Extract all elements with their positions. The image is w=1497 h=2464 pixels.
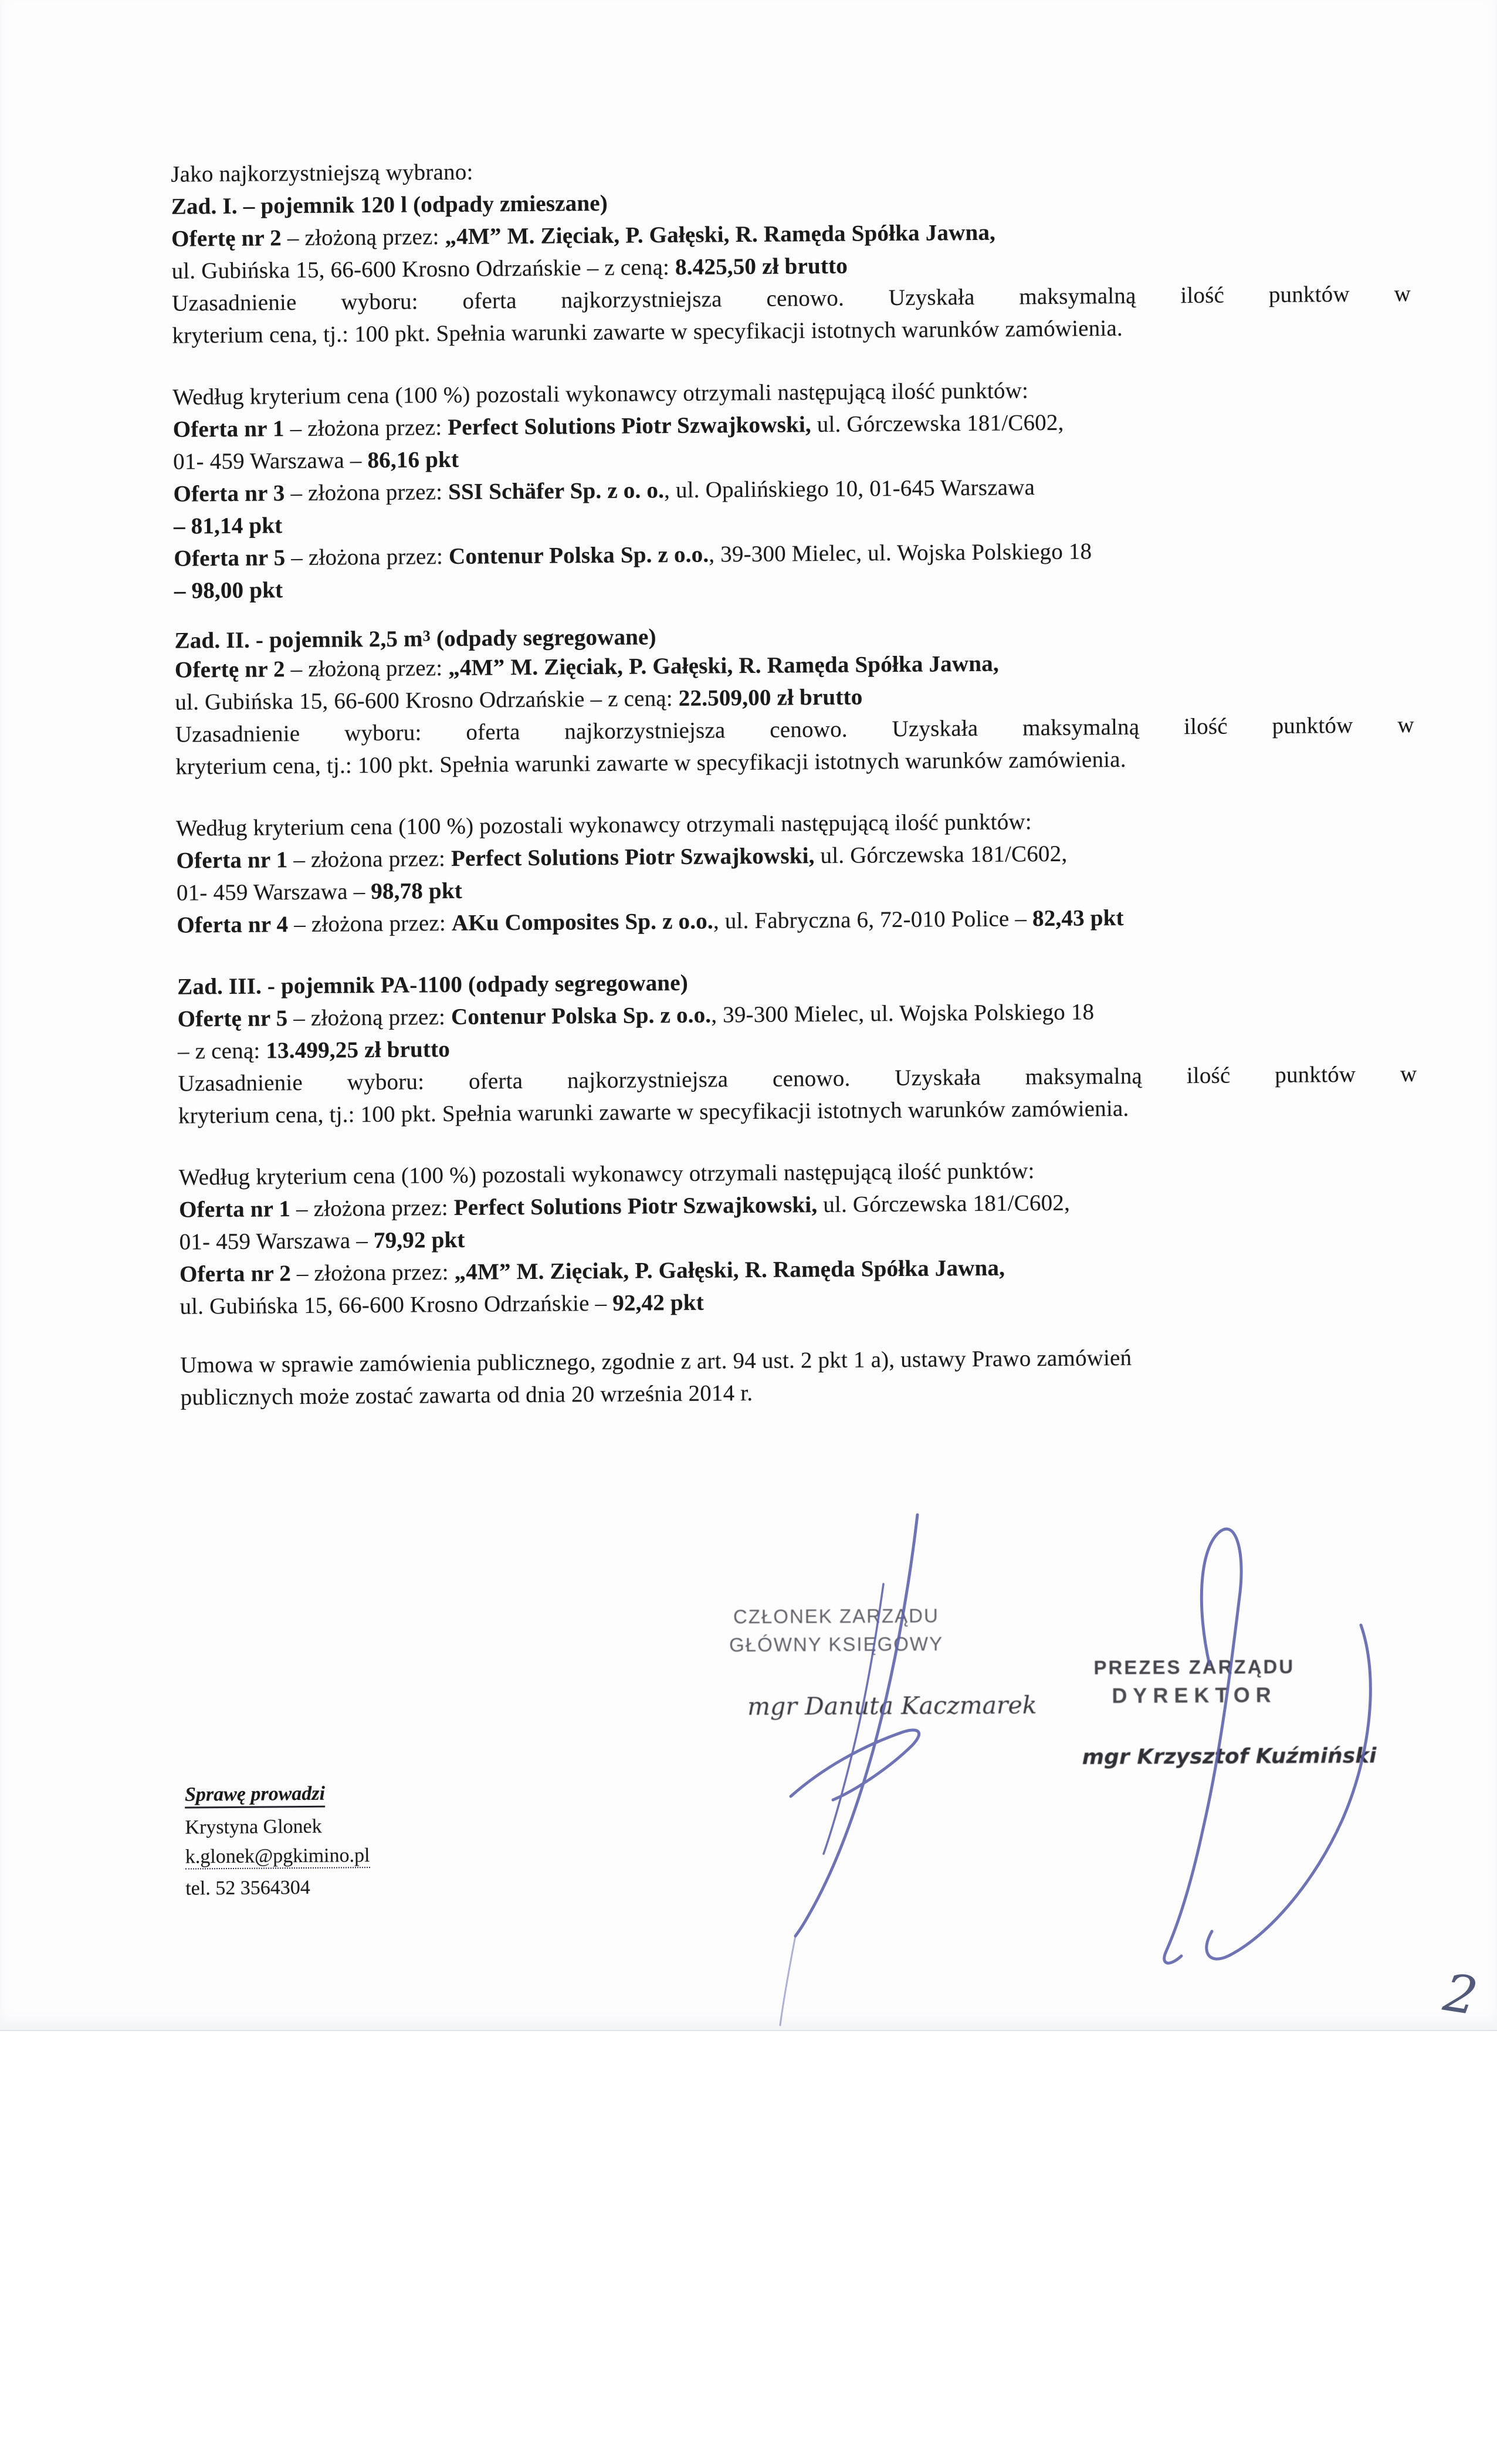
zad3-title-text: Zad. III. - pojemnik PA-1100 (odpady segregowane) bbox=[177, 970, 689, 1000]
zad1-company: „4M” M. Zięciak, P. Gałęski, R. Ramęda Spółka Jawna, bbox=[445, 219, 996, 250]
offer-address2: 01- 459 Warszawa – bbox=[172, 448, 368, 475]
zad2-address: ul. Gubińska 15, 66-600 Krosno Odrzańskie – z ceną: bbox=[175, 685, 679, 715]
justification-text: Uzasadnienie wyboru: oferta najkorzystniejsza cenowo. Uzyskała maksymalną ilość punktów w bbox=[175, 712, 1414, 747]
closing-text: publicznych może zostać zawarta od dnia 20 września 2014 r. bbox=[180, 1380, 753, 1410]
zad2-price: 22.509,00 zł brutto bbox=[678, 684, 863, 711]
offer-address: , 39-300 Mielec, ul. Wojska Polskiego 18 bbox=[709, 539, 1092, 567]
separator-text: – złożoną przez: bbox=[287, 1004, 452, 1031]
offer-no: Oferta nr 2 bbox=[179, 1261, 292, 1287]
offer-points: 92,42 pkt bbox=[612, 1289, 705, 1316]
zad1-price: 8.425,50 zł brutto bbox=[675, 253, 848, 280]
offer-address: ul. Górczewska 181/C602, bbox=[814, 841, 1068, 869]
stamp-right-title2: DYREKTOR bbox=[1112, 1683, 1277, 1708]
offer-address: ul. Górczewska 181/C602, bbox=[817, 1190, 1071, 1218]
offer-company: Perfect Solutions Piotr Szwajkowski, bbox=[448, 412, 812, 441]
zad3-company-address: , 39-300 Mielec, ul. Wojska Polskiego 18 bbox=[711, 999, 1095, 1028]
offer-company: AKu Composites Sp. z o.o. bbox=[451, 908, 714, 936]
offer-no: Oferta nr 3 bbox=[173, 480, 285, 507]
separator-text: – złożona przez: bbox=[288, 910, 452, 937]
offer-address: , ul. Opalińskiego 10, 01-645 Warszawa bbox=[663, 475, 1035, 503]
offer-address2: ul. Gubińska 15, 66-600 Krosno Odrzańskie – bbox=[179, 1290, 613, 1319]
zad2-offer-no: Ofertę nr 2 bbox=[174, 656, 285, 683]
offer-no: Oferta nr 1 bbox=[176, 847, 288, 874]
offer-address: ul. Górczewska 181/C602, bbox=[811, 409, 1064, 438]
stamp-left-title1: CZŁONEK ZARZĄDU bbox=[733, 1605, 939, 1628]
justification-text: Uzasadnienie wyboru: oferta najkorzystniejsza cenowo. Uzyskała maksymalną ilość punktów w bbox=[178, 1061, 1417, 1096]
case-handler-email: k.glonek@pgkimino.pl bbox=[185, 1844, 370, 1869]
case-handler-phone: tel. 52 3564304 bbox=[185, 1876, 310, 1900]
intro-text: Jako najkorzystniejszą wybrano: bbox=[171, 159, 473, 187]
zad3-price-label: – z ceną: bbox=[177, 1038, 266, 1064]
offer-points: 79,92 pkt bbox=[373, 1227, 465, 1254]
offer-no: Oferta nr 4 bbox=[177, 912, 289, 938]
closing-text: Umowa w sprawie zamówienia publicznego, zgodnie z art. 94 ust. 2 pkt 1 a), ustawy Prawo zamówień bbox=[180, 1345, 1132, 1378]
criteria-heading-text: Według kryterium cena (100 %) pozostali wykonawcy otrzymali następującą ilość punktów: bbox=[178, 1158, 1035, 1190]
zad2-title-text: Zad. II. - pojemnik 2,5 m bbox=[174, 626, 423, 654]
zad2-company: „4M” M. Zięciak, P. Gałęski, R. Ramęda Spółka Jawna, bbox=[448, 651, 999, 681]
offer-company: SSI Schäfer Sp. z o. o. bbox=[448, 478, 665, 505]
offer-points: – 98,00 pkt bbox=[174, 577, 283, 604]
criteria-heading-text: Według kryterium cena (100 %) pozostali wykonawcy otrzymali następującą ilość punktów: bbox=[175, 809, 1032, 841]
stamp-left-title2: GŁÓWNY KSIĘGOWY bbox=[729, 1633, 944, 1656]
offer-points: 98,78 pkt bbox=[371, 878, 463, 905]
zad2-title-superscript: 3 bbox=[422, 627, 431, 645]
offer-no: Oferta nr 5 bbox=[174, 545, 286, 571]
separator-text: – złożona przez: bbox=[285, 544, 449, 571]
separator-text: – złożona przez: bbox=[285, 479, 449, 506]
separator-text: – złożona przez: bbox=[290, 1259, 455, 1287]
offer-no: Oferta nr 1 bbox=[179, 1196, 291, 1223]
justification-text: kryterium cena, tj.: 100 pkt. Spełnia warunki zawarte w specyfikacji istotnych warunków zamówienia. bbox=[175, 746, 1126, 780]
stamp-left bbox=[695, 1602, 977, 1660]
stamp-right bbox=[1065, 1653, 1323, 1710]
offer-company: Contenur Polska Sp. z o.o. bbox=[448, 541, 709, 569]
offer-address2: 01- 459 Warszawa – bbox=[176, 879, 371, 906]
justification-text: kryterium cena, tj.: 100 pkt. Spełnia warunki zawarte w specyfikacji istotnych warunków zamówienia. bbox=[172, 315, 1123, 348]
stamp-left-name: mgr Danuta Kaczmarek bbox=[747, 1691, 1037, 1721]
zad2-title-text: (odpady segregowane) bbox=[430, 624, 656, 652]
offer-company: „4M” M. Zięciak, P. Gałęski, R. Ramęda Spółka Jawna, bbox=[454, 1255, 1005, 1285]
case-handler-name: Krystyna Glonek bbox=[185, 1815, 322, 1839]
zad1-title-text: Zad. I. – pojemnik 120 l (odpady zmieszane) bbox=[171, 190, 608, 219]
stamp-right-name: mgr Krzysztof Kuźmiński bbox=[1082, 1744, 1377, 1770]
offer-points: – 81,14 pkt bbox=[173, 513, 283, 539]
offer-points: 82,43 pkt bbox=[1032, 905, 1124, 932]
separator-text: – złożona przez: bbox=[287, 845, 452, 873]
zad1-offer-no: Ofertę nr 2 bbox=[171, 225, 282, 252]
offer-no: Oferta nr 1 bbox=[172, 416, 285, 442]
offer-address: , ul. Fabryczna 6, 72-010 Police – bbox=[713, 906, 1033, 934]
separator-text: – złożoną przez: bbox=[281, 224, 445, 251]
zad3-company: Contenur Polska Sp. z o.o. bbox=[451, 1002, 712, 1030]
separator-text: – złożona przez: bbox=[284, 415, 448, 442]
offer-company: Perfect Solutions Piotr Szwajkowski, bbox=[451, 843, 815, 871]
offer-company: Perfect Solutions Piotr Szwajkowski, bbox=[453, 1192, 818, 1220]
case-handler-heading: Sprawę prowadzi bbox=[185, 1783, 325, 1809]
stamp-right-title1: PREZES ZARZĄDU bbox=[1093, 1656, 1295, 1678]
zad3-offer-no: Ofertę nr 5 bbox=[177, 1006, 288, 1032]
zad1-address: ul. Gubińska 15, 66-600 Krosno Odrzańskie – z ceną: bbox=[171, 254, 676, 284]
handwritten-page-number: 2 bbox=[1440, 1962, 1482, 2027]
justification-text: kryterium cena, tj.: 100 pkt. Spełnia warunki zawarte w specyfikacji istotnych warunków zamówienia. bbox=[178, 1095, 1129, 1129]
separator-text: – złożona przez: bbox=[290, 1194, 454, 1222]
zad3-price: 13.499,25 zł brutto bbox=[266, 1037, 451, 1064]
justification-text: Uzasadnienie wyboru: oferta najkorzystniejsza cenowo. Uzyskała maksymalną ilość punktów w bbox=[171, 281, 1411, 316]
offer-points: 86,16 pkt bbox=[367, 446, 459, 473]
separator-text: – złożoną przez: bbox=[285, 655, 449, 682]
offer-address2: 01- 459 Warszawa – bbox=[179, 1228, 374, 1255]
criteria-heading-text: Według kryterium cena (100 %) pozostali wykonawcy otrzymali następującą ilość punktów: bbox=[172, 378, 1029, 410]
